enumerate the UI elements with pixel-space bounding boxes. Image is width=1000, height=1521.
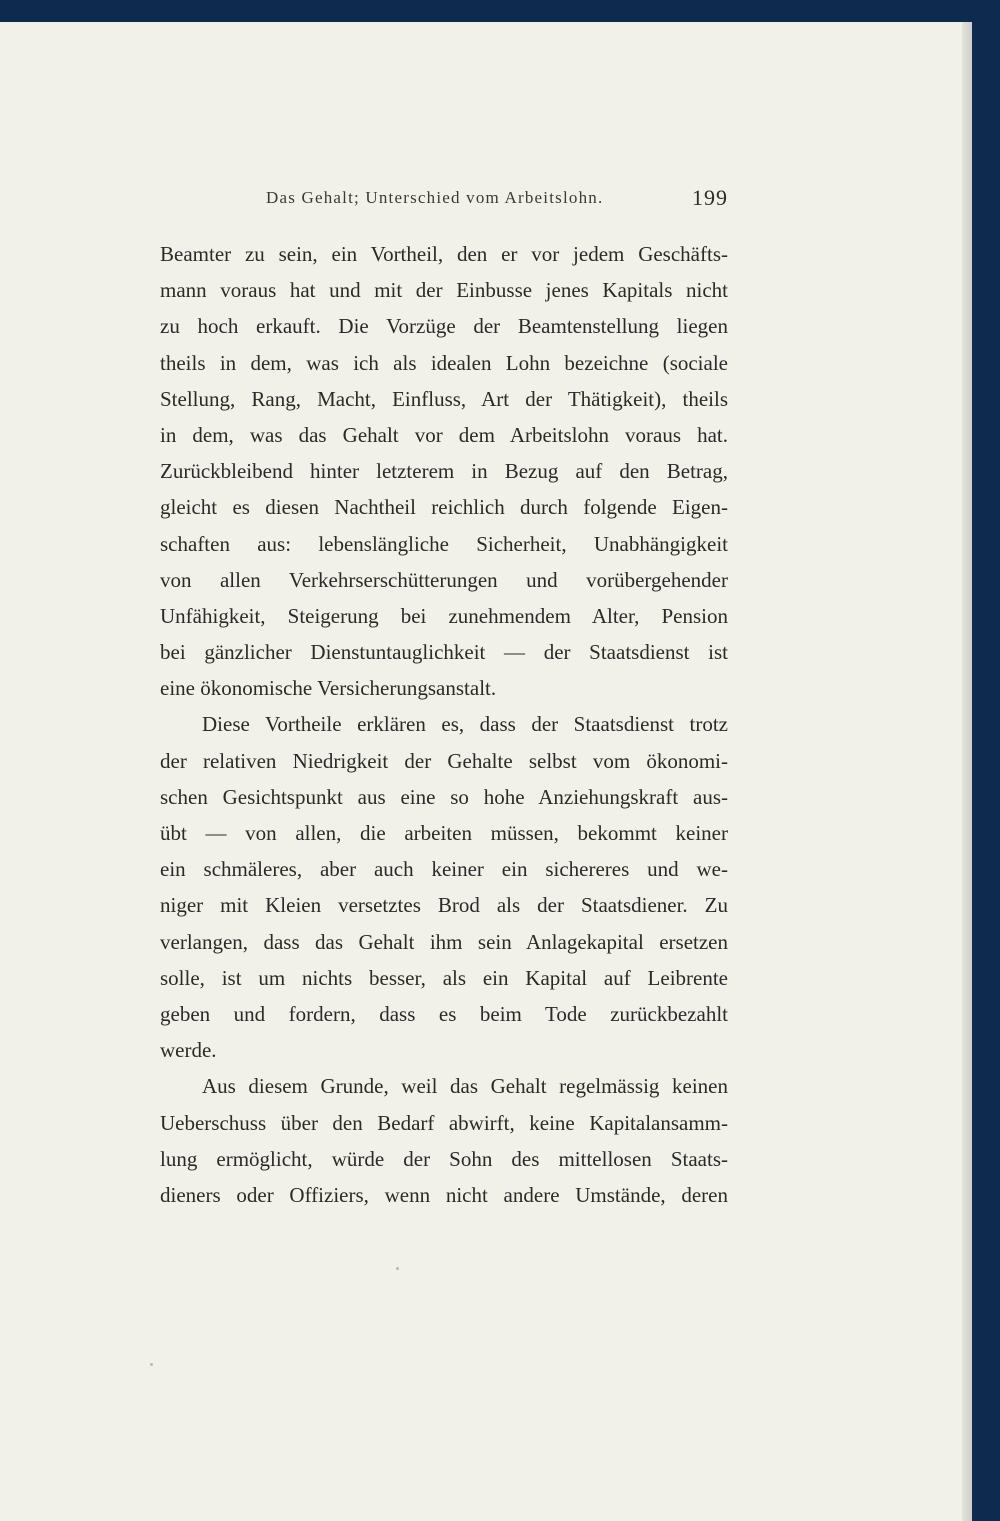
- text-line: dieners oder Offiziers, wenn nicht andere Umstände, deren: [160, 1182, 728, 1207]
- text-line: schen Gesichtspunkt aus eine so hohe Anziehungskraft aus-: [160, 784, 728, 809]
- body-text: [160, 236, 728, 1213]
- page-number: 199: [692, 185, 728, 210]
- text-line: übt — von allen, die arbeiten müssen, bekommt keiner: [160, 821, 728, 845]
- paper-speck: [396, 1267, 399, 1270]
- text-line: verlangen, dass das Gehalt ihm sein Anlagekapital ersetzen: [160, 929, 728, 954]
- text-line: theils in dem, was ich als idealen Lohn bezeichne (sociale: [160, 350, 728, 375]
- text-line: ein schmäleres, aber auch keiner ein sichereres und we-: [160, 857, 728, 882]
- text-line: eine ökonomische Versicherungsanstalt.: [160, 676, 497, 701]
- text-line: werde.: [160, 1038, 217, 1063]
- page-edge: [962, 22, 972, 1521]
- text-line: solle, ist um nichts besser, als ein Kapital auf Leibrente: [160, 965, 728, 990]
- text-line: Unfähigkeit, Steigerung bei zunehmendem Alter, Pension: [160, 603, 728, 628]
- text-line: niger mit Kleien versetztes Brod als der Staatsdiener. Zu: [160, 893, 728, 918]
- text-line: Diese Vortheile erklären es, dass der Staatsdienst trotz: [202, 712, 728, 737]
- text-line: Aus diesem Grunde, weil das Gehalt regelmässig keinen: [202, 1074, 728, 1099]
- text-line: Stellung, Rang, Macht, Einfluss, Art der Thätigkeit), theils: [160, 386, 728, 411]
- text-line: zu hoch erkauft. Die Vorzüge der Beamtenstellung liegen: [160, 314, 728, 339]
- text-line: geben und fordern, dass es beim Tode zurückbezahlt: [160, 1001, 728, 1026]
- text-line: Beamter zu sein, ein Vortheil, den er vor jedem Geschäfts-: [160, 242, 728, 266]
- text-line: Zurückbleibend hinter letzterem in Bezug auf den Betrag,: [160, 459, 728, 484]
- text-line: lung ermöglicht, würde der Sohn des mittellosen Staats-: [160, 1146, 728, 1171]
- paper-speck: [150, 1363, 153, 1366]
- text-line: von allen Verkehrserschütterungen und vorübergehender: [160, 567, 728, 592]
- text-line: schaften aus: lebenslängliche Sicherheit, Unabhängigkeit: [160, 531, 728, 556]
- text-line: Ueberschuss über den Bedarf abwirft, keine Kapitalansamm-: [160, 1110, 728, 1135]
- running-head: Das Gehalt; Unterschied vom Arbeitslohn.: [266, 188, 604, 207]
- text-line: bei gänzlicher Dienstuntauglichkeit — der Staatsdienst ist: [160, 640, 728, 665]
- text-line: in dem, was das Gehalt vor dem Arbeitslohn voraus hat.: [160, 422, 728, 447]
- text-line: der relativen Niedrigkeit der Gehalte selbst vom ökonomi-: [160, 748, 728, 773]
- text-line: gleicht es diesen Nachtheil reichlich durch folgende Eigen-: [160, 495, 728, 520]
- text-line: mann voraus hat und mit der Einbusse jenes Kapitals nicht: [160, 278, 728, 303]
